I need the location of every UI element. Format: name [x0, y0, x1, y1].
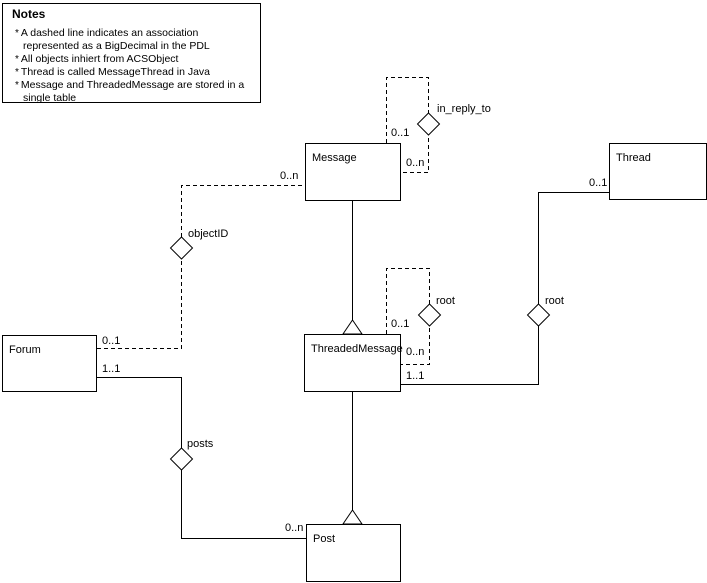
- root-thread-diamond: [528, 304, 550, 326]
- entity-message: [305, 143, 401, 201]
- association-name-root-self: root: [436, 295, 455, 307]
- association-name-root-thread: root: [545, 295, 564, 307]
- note-text: All objects inhiert from ACSObject: [20, 53, 179, 65]
- root-self-diamond: [419, 304, 441, 326]
- note-text: Thread is called MessageThread in Java: [20, 66, 211, 78]
- entity-thread: [609, 143, 707, 200]
- entity-threadedmessage-label: ThreadedMessage: [311, 343, 403, 355]
- association-name-posts: posts: [187, 438, 214, 450]
- connector-posts: [97, 378, 306, 539]
- note-bullet: *: [15, 67, 19, 78]
- entity-post-label: Post: [313, 533, 336, 545]
- entity-forum-label: Forum: [9, 344, 41, 356]
- notes-panel: [2, 3, 261, 103]
- entity-thread-label: Thread: [616, 152, 651, 164]
- association-name-in-reply-to: in_reply_to: [437, 103, 491, 115]
- multiplicity-objectid-forum: 0..1: [102, 335, 121, 347]
- multiplicity-root-self-source: 0..1: [391, 318, 410, 330]
- association-name-objectid: objectID: [188, 228, 229, 240]
- connector-root-thread: [400, 193, 609, 385]
- multiplicity-objectid-message: 0..n: [280, 170, 299, 182]
- entity-forum: [2, 335, 97, 392]
- multiplicity-posts-forum: 1..1: [102, 363, 121, 375]
- connector-objectid: [97, 186, 305, 349]
- entity-threadedmessage: [304, 334, 401, 392]
- multiplicity-root-thread: 0..1: [589, 177, 608, 189]
- entity-post: [306, 524, 401, 582]
- multiplicity-root-threadedmessage: 1..1: [406, 370, 425, 382]
- note-item: [12, 53, 254, 66]
- objectid-diamond: [171, 237, 193, 259]
- note-bullet: *: [15, 80, 19, 91]
- note-item: [12, 66, 254, 79]
- note-item: [12, 79, 254, 105]
- entity-message-label: Message: [312, 152, 357, 164]
- in-reply-to-diamond: [418, 113, 440, 135]
- multiplicity-in-reply-to-target: 0..n: [406, 157, 425, 169]
- generalization-triangle-post: [343, 510, 362, 524]
- notes-title: Notes: [12, 7, 46, 21]
- multiplicity-in-reply-to-source: 0..1: [391, 127, 410, 139]
- note-item: [12, 27, 254, 53]
- note-bullet: *: [15, 54, 19, 65]
- generalization-triangle-threadedmessage: [343, 320, 362, 334]
- note-bullet: *: [15, 28, 19, 39]
- multiplicity-posts-post: 0..n: [285, 522, 304, 534]
- note-text: A dashed line indicates an association represented as a BigDecimal in the PDL: [20, 27, 210, 52]
- posts-diamond: [171, 448, 193, 470]
- multiplicity-root-self-target: 0..n: [406, 346, 425, 358]
- note-text: Message and ThreadedMessage are stored in a single table: [20, 79, 245, 104]
